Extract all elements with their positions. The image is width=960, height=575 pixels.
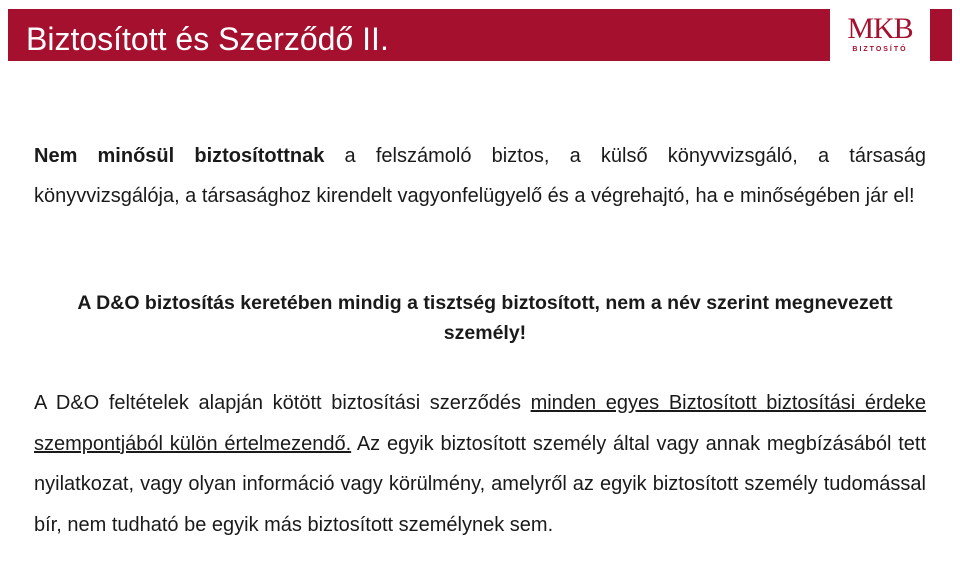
mkb-logo (830, 4, 930, 74)
slide-title: Biztosított és Szerződő II. (26, 21, 389, 57)
logo-mark: MKB (847, 12, 913, 45)
paragraph-separate-interpretation (34, 383, 926, 545)
paragraph-not-insured-text: a felszámoló biztos, a külső könyvvizsgáló, a társaság könyvvizsgálója, a társasághoz kirendelt vagyonfelügyelő és a végrehajtó, ha e minőségében jár el! (34, 145, 927, 207)
header-bar (8, 9, 952, 61)
paragraph-position-insured: A D&O biztosítás keretében mindig a tisztség biztosított, nem a név szerint megnevezett személy! (77, 292, 893, 344)
logo-subtitle: BIZTOSÍTÓ (852, 46, 908, 53)
paragraph-separate-intro: A D&O feltételek alapján kötött biztosítási szerződés (34, 392, 531, 414)
paragraph-separate-rest: Az egyik biztosított személy által vagy annak megbízásából tett nyilatkozat, vagy olyan információ vagy körülmény, amelyről az egyik biztosított személy tudomással bír, nem tudható be egyik más biztosított személynek sem. (34, 432, 927, 536)
paragraph-not-insured-bold: Nem minősül biztosítottnak (34, 145, 325, 167)
paragraph-not-insured (34, 136, 926, 216)
paragraph-separate-underlined: minden egyes Biztosított biztosítási érdeke szempontjából külön értelmezendő. (34, 392, 926, 455)
